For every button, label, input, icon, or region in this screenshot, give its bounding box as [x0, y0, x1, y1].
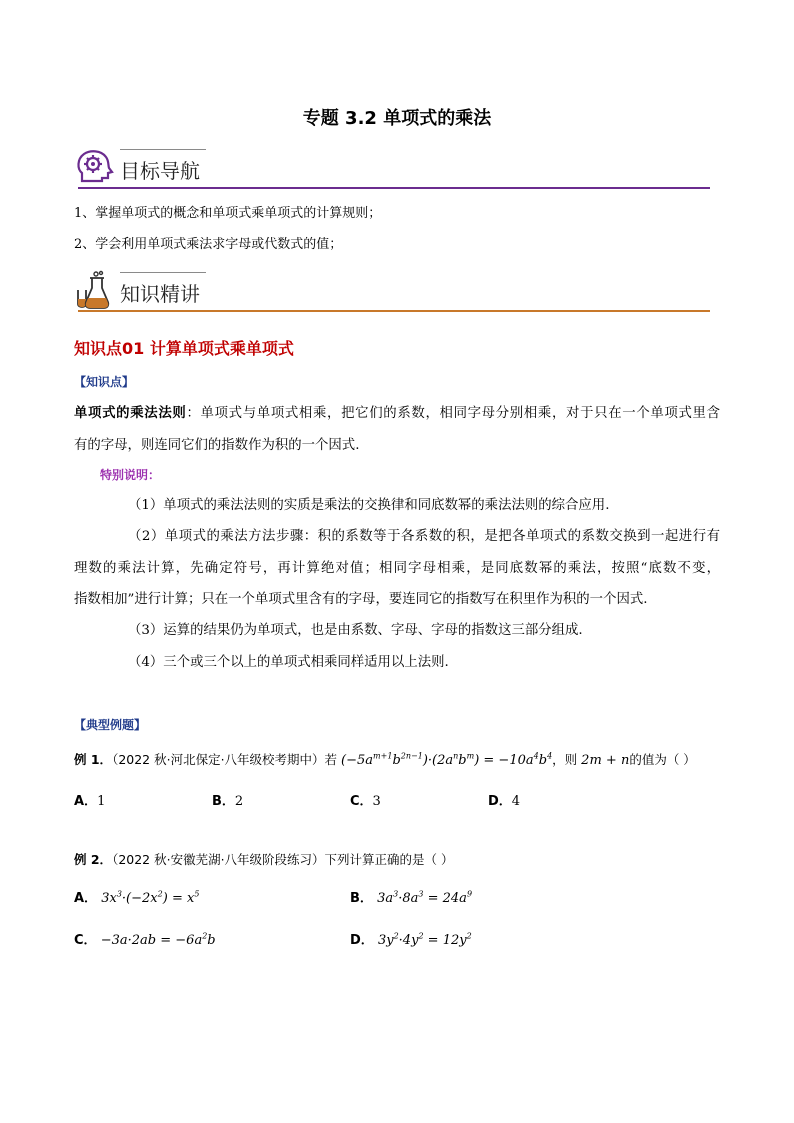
example-2-option-c[interactable]: C． $-3a\cdot 2ab = -6a^2b$ [74, 931, 216, 948]
example-2-question [74, 850, 454, 868]
note-2-line-2: 理数的乘法计算，先确定符号，再计算绝对值；相同字母相乘，是同底数幂的乘法，按照“底数不变， [74, 561, 720, 576]
knowledge-point-title: 知识点01 计算单项式乘单项式 [74, 339, 294, 358]
special-note-label: 特别说明： [100, 468, 161, 482]
goals-section-header [74, 147, 710, 189]
rule-line-2: 有的字母，则连同它们的指数作为积的一个因式. [74, 438, 360, 453]
example-1-option-b[interactable]: B．2 [212, 794, 244, 809]
goal-item-2: 2、学会利用单项式乘法求字母或代数式的值； [74, 237, 343, 252]
rule-term: 单项式的乘法法则 [74, 406, 187, 421]
knowledge-point-label: 【知识点】 [74, 375, 135, 389]
example-2-number: 例 2． [74, 852, 113, 867]
example-2-option-a[interactable]: A． $3x^3\cdot(-2x^2) = x^5$ [74, 889, 200, 906]
example-1-number: 例 1． [74, 752, 113, 767]
note-1: （1）单项式的乘法法则的实质是乘法的交换律和同底数幂的乘法法则的综合应用. [128, 498, 610, 513]
goal-item-1: 1、掌握单项式的概念和单项式乘单项式的计算规则； [74, 206, 382, 221]
example-2-option-d[interactable]: D． $3y^2\cdot 4y^2 = 12y^2$ [350, 931, 472, 948]
example-1-expression: 2m + n [581, 753, 630, 768]
note-4: （4）三个或三个以上的单项式相乘同样适用以上法则. [128, 655, 449, 670]
example-1-question [74, 750, 696, 768]
brain-gear-icon [74, 147, 114, 187]
example-1-option-a[interactable]: A．1 [74, 794, 106, 809]
example-1-ask: 的值为（ ） [629, 752, 696, 767]
goals-divider [78, 187, 710, 189]
example-2-option-b[interactable]: B． $3a^3\cdot 8a^3 = 24a^9$ [350, 889, 473, 906]
example-2-source: （2022 秋·安徽芜湖·八年级阶段练习）下列计算正确的是（ ） [112, 852, 454, 867]
example-1-tail: ，则 [552, 752, 578, 767]
note-2-line-3: 指数相加”进行计算；只在一个单项式里含有的字母，要连同它的指数写在积里作为积的一个因式. [74, 592, 648, 607]
lab-flask-icon [74, 270, 114, 310]
knowledge-divider [78, 310, 710, 312]
page-title: 专题 3.2 单项式的乘法 [302, 108, 492, 129]
knowledge-heading: 知识精讲 [120, 282, 200, 306]
goals-heading: 目标导航 [120, 159, 200, 183]
example-1-option-c[interactable]: C．3 [350, 794, 381, 809]
examples-label: 【典型例题】 [74, 718, 147, 732]
example-1-option-d[interactable]: D．4 [488, 794, 521, 809]
example-1-source: （2022 秋·河北保定·八年级校考期中）若 [112, 752, 338, 767]
note-3: （3）运算的结果仍为单项式，也是由系数、字母、字母的指数这三部分组成. [128, 623, 583, 638]
rule-line-1 [74, 398, 720, 430]
note-2-line-1: （2）单项式的乘法方法步骤：积的系数等于各系数的积，是把各单项式的系数交换到一起进行有 [128, 529, 720, 544]
rule-text-1: ：单项式与单项式相乘，把它们的系数，相同字母分别相乘，对于只在一个单项式里含 [186, 406, 721, 421]
example-1-equation: $(-5a^{m+1}b^{2n-1})\cdot(2a^nb^m) = -10a^4b^4$ [341, 751, 553, 768]
knowledge-section-header [74, 270, 710, 312]
